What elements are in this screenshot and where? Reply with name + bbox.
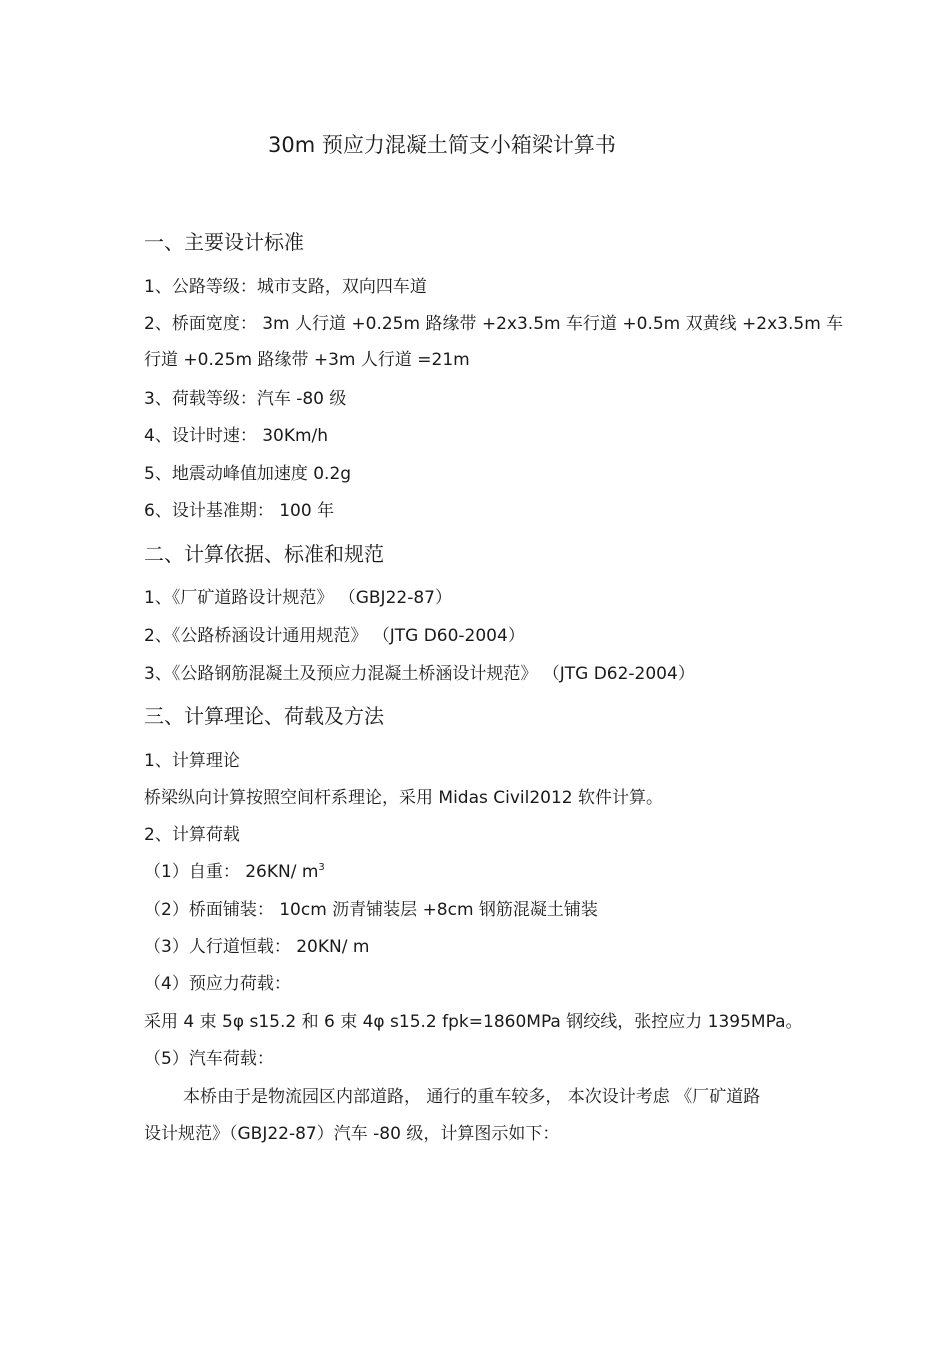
load-item-sidewalk: （3）人行道恒载： 20KN/ m — [144, 937, 370, 957]
standard-item-seismic-acceleration: 5、地震动峰值加速度 0.2g — [144, 464, 352, 484]
section-heading-theory-loads-methods: 三、计算理论、荷载及方法 — [144, 704, 384, 728]
load-item-deck-paving: （2）桥面铺装： 10cm 沥青铺装层 +8cm 钢筋混凝土铺装 — [144, 900, 598, 920]
paragraph-prestress-detail: 采用 4 束 5φ s15.2 和 6 束 4φ s15.2 fpk=1860MPa 钢绞线，张控应力 1395MPa。 — [144, 1012, 803, 1032]
load-item-prestress: （4）预应力荷载： — [144, 974, 291, 994]
subheading-calculation-loads: 2、计算荷载 — [144, 825, 240, 845]
standard-item-deck-width-line2: 行道 +0.25m 路缘带 +3m 人行道 =21m — [144, 350, 470, 370]
paragraph-vehicle-load-line2: 设计规范》（GBJ22-87）汽车 -80 级，计算图示如下： — [144, 1124, 560, 1144]
standard-item-deck-width-line1: 2、桥面宽度： 3m 人行道 +0.25m 路缘带 +2x3.5m 车行道 +0.5m 双黄线 +2x3.5m 车 — [144, 314, 844, 334]
standard-item-road-grade: 1、公路等级：城市支路，双向四车道 — [144, 277, 427, 297]
load-item-self-weight-text: （1）自重： 26KN/ m — [144, 862, 319, 882]
standard-item-design-speed: 4、设计时速： 30Km/h — [144, 426, 329, 446]
subheading-calculation-theory: 1、计算理论 — [144, 751, 240, 771]
document-title: 30m 预应力混凝土简支小箱梁计算书 — [268, 133, 616, 157]
superscript-cubed: 3 — [318, 862, 325, 873]
standard-item-design-period: 6、设计基准期： 100 年 — [144, 501, 335, 521]
code-item-2: 2、《公路桥涵设计通用规范》 （JTG D60-2004） — [144, 626, 525, 646]
code-item-3: 3、《公路钢筋混凝土及预应力混凝土桥涵设计规范》 （JTG D62-2004） — [144, 664, 695, 684]
load-item-vehicle: （5）汽车荷载： — [144, 1049, 274, 1069]
section-heading-basis-and-codes: 二、计算依据、标准和规范 — [144, 542, 384, 566]
paragraph-calculation-theory: 桥梁纵向计算按照空间杆系理论，采用 Midas Civil2012 软件计算。 — [144, 788, 664, 808]
paragraph-vehicle-load-line1: 本桥由于是物流园区内部道路， 通行的重车较多， 本次设计考虑 《厂矿道路 — [183, 1087, 761, 1107]
standard-item-load-grade: 3、荷载等级：汽车 -80 级 — [144, 389, 347, 409]
section-heading-design-standards: 一、主要设计标准 — [144, 230, 304, 254]
code-item-1: 1、《厂矿道路设计规范》 （GBJ22-87） — [144, 588, 452, 608]
load-item-self-weight — [144, 861, 325, 883]
